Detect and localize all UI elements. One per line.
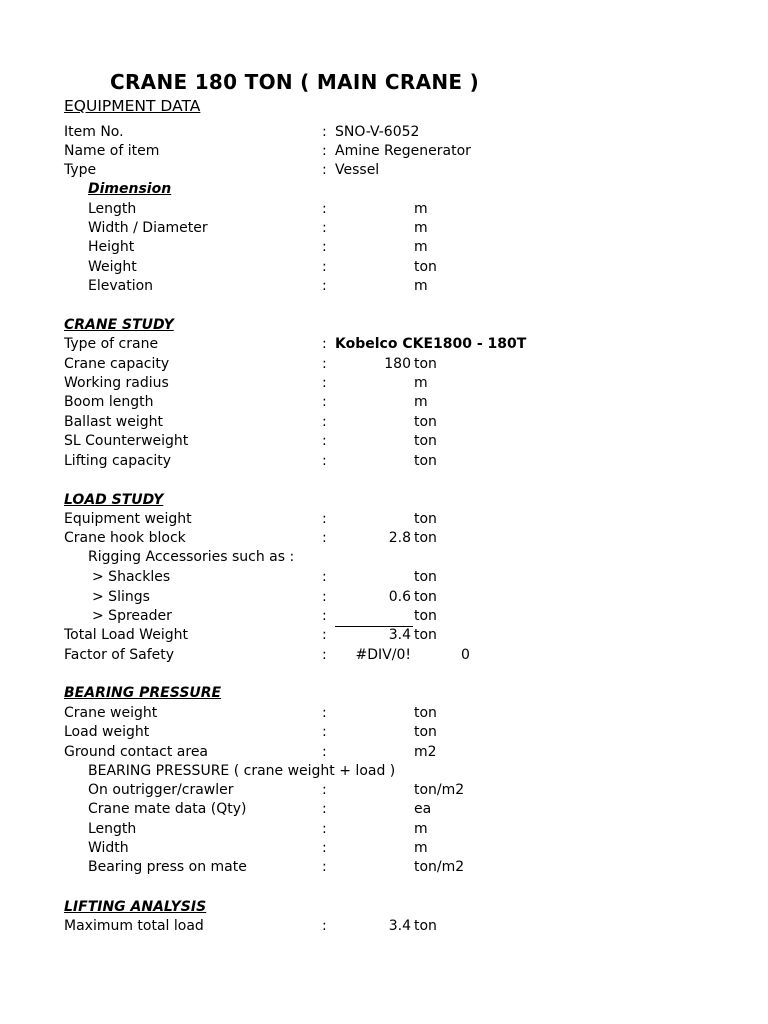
rigging-accessories-label: Rigging Accessories such as :: [88, 549, 295, 565]
crane-weight-row: [0, 704, 768, 723]
height-label: Height: [88, 239, 135, 255]
document-title: CRANE 180 TON ( MAIN CRANE ): [110, 70, 480, 94]
spreader-label: > Spreader: [92, 608, 172, 624]
load-weight-unit: ton: [414, 724, 437, 740]
shackles-row: [0, 568, 768, 587]
weight-row: [0, 258, 768, 277]
colon: :: [322, 705, 327, 721]
lifting-analysis-heading: LIFTING ANALYSIS: [64, 899, 207, 915]
colon: :: [322, 124, 327, 140]
ballast-weight-unit: ton: [414, 414, 437, 430]
name-of-item-row: [0, 142, 768, 161]
boom-length-row: [0, 393, 768, 412]
mate-length-row: [0, 820, 768, 839]
crane-hook-block-label: Crane hook block: [64, 530, 186, 546]
equipment-weight-label: Equipment weight: [64, 511, 192, 527]
slings-label: > Slings: [92, 589, 150, 605]
ground-contact-area-unit: m2: [414, 744, 437, 760]
colon: :: [322, 433, 327, 449]
colon: :: [322, 356, 327, 372]
crane-mate-qty-unit: ea: [414, 801, 432, 817]
item-no-label: Item No.: [64, 124, 124, 140]
width-row: [0, 219, 768, 238]
sl-counterweight-label: SL Counterweight: [64, 433, 189, 449]
crane-capacity-unit: ton: [414, 356, 437, 372]
bearing-pressure-heading: BEARING PRESSURE: [64, 685, 222, 701]
colon: :: [322, 336, 327, 352]
spreader-row: [0, 607, 768, 626]
sl-counterweight-unit: ton: [414, 433, 437, 449]
crane-hook-block-row: [0, 529, 768, 548]
colon: :: [322, 394, 327, 410]
colon: :: [322, 608, 327, 624]
bearing-subheading-row: [0, 762, 768, 781]
outrigger-label: On outrigger/crawler: [88, 782, 234, 798]
colon: :: [322, 569, 327, 585]
factor-of-safety-label: Factor of Safety: [64, 647, 175, 663]
colon: :: [322, 840, 327, 856]
length-row: [0, 200, 768, 219]
type-of-crane-row: [0, 335, 768, 354]
factor-of-safety-extra: 0: [461, 647, 470, 663]
colon: :: [322, 239, 327, 255]
weight-label: Weight: [88, 259, 137, 275]
crane-mate-qty-row: [0, 800, 768, 819]
boom-length-label: Boom length: [64, 394, 154, 410]
height-unit: m: [414, 239, 428, 255]
crane-hook-block-value: 2.8: [388, 530, 411, 546]
load-weight-row: [0, 723, 768, 742]
elevation-unit: m: [414, 278, 428, 294]
mate-width-label: Width: [88, 840, 129, 856]
mate-length-unit: m: [414, 821, 428, 837]
crane-mate-qty-label: Crane mate data (Qty): [88, 801, 247, 817]
outrigger-row: [0, 781, 768, 800]
bearing-subheading: BEARING PRESSURE ( crane weight + load ): [88, 763, 396, 779]
ballast-weight-label: Ballast weight: [64, 414, 163, 430]
factor-of-safety-row: [0, 646, 768, 665]
length-label: Length: [88, 201, 137, 217]
lifting-analysis-heading-row: [0, 898, 768, 917]
colon: :: [322, 511, 327, 527]
bearing-press-mate-row: [0, 858, 768, 877]
width-label: Width / Diameter: [88, 220, 208, 236]
colon: :: [322, 782, 327, 798]
colon: :: [322, 375, 327, 391]
item-no-value: SNO-V-6052: [335, 124, 420, 140]
width-unit: m: [414, 220, 428, 236]
mate-length-label: Length: [88, 821, 137, 837]
working-radius-unit: m: [414, 375, 428, 391]
type-row: [0, 161, 768, 180]
length-unit: m: [414, 201, 428, 217]
name-of-item-label: Name of item: [64, 143, 160, 159]
ballast-weight-row: [0, 413, 768, 432]
rigging-accessories-row: [0, 548, 768, 567]
lifting-capacity-label: Lifting capacity: [64, 453, 172, 469]
crane-capacity-row: [0, 355, 768, 374]
elevation-row: [0, 277, 768, 296]
colon: :: [322, 453, 327, 469]
crane-study-heading-row: [0, 316, 768, 335]
equipment-weight-unit: ton: [414, 511, 437, 527]
slings-row: [0, 588, 768, 607]
boom-length-unit: m: [414, 394, 428, 410]
ground-contact-area-label: Ground contact area: [64, 744, 209, 760]
colon: :: [322, 918, 327, 934]
load-study-heading-row: [0, 491, 768, 510]
bearing-pressure-heading-row: [0, 684, 768, 703]
crane-capacity-value: 180: [384, 356, 411, 372]
total-load-weight-unit: ton: [414, 627, 437, 643]
colon: :: [322, 201, 327, 217]
type-of-crane-label: Type of crane: [64, 336, 159, 352]
crane-study-heading: CRANE STUDY: [64, 317, 174, 333]
bearing-press-mate-unit: ton/m2: [414, 859, 465, 875]
lifting-capacity-unit: ton: [414, 453, 437, 469]
outrigger-unit: ton/m2: [414, 782, 465, 798]
type-label: Type: [64, 162, 97, 178]
working-radius-label: Working radius: [64, 375, 169, 391]
max-total-load-unit: ton: [414, 918, 437, 934]
height-row: [0, 238, 768, 257]
ground-contact-area-row: [0, 743, 768, 762]
colon: :: [322, 259, 327, 275]
crane-hook-block-unit: ton: [414, 530, 437, 546]
working-radius-row: [0, 374, 768, 393]
colon: :: [322, 278, 327, 294]
max-total-load-label: Maximum total load: [64, 918, 204, 934]
bearing-press-mate-label: Bearing press on mate: [88, 859, 247, 875]
colon: :: [322, 647, 327, 663]
weight-unit: ton: [414, 259, 437, 275]
max-total-load-row: [0, 917, 768, 936]
mate-width-row: [0, 839, 768, 858]
colon: :: [322, 801, 327, 817]
total-load-weight-label: Total Load Weight: [64, 627, 188, 643]
load-study-heading: LOAD STUDY: [64, 492, 164, 508]
load-weight-label: Load weight: [64, 724, 150, 740]
elevation-label: Elevation: [88, 278, 154, 294]
crane-weight-unit: ton: [414, 705, 437, 721]
shackles-unit: ton: [414, 569, 437, 585]
max-total-load-value: 3.4: [388, 918, 411, 934]
mate-width-unit: m: [414, 840, 428, 856]
colon: :: [322, 143, 327, 159]
sl-counterweight-row: [0, 432, 768, 451]
colon: :: [322, 414, 327, 430]
shackles-label: > Shackles: [92, 569, 171, 585]
equipment-data-heading: EQUIPMENT DATA: [64, 97, 201, 115]
crane-weight-label: Crane weight: [64, 705, 158, 721]
colon: :: [322, 627, 327, 643]
item-no-row: [0, 123, 768, 142]
colon: :: [322, 744, 327, 760]
total-load-weight-value: 3.4: [388, 627, 411, 643]
lifting-capacity-row: [0, 452, 768, 471]
type-of-crane-value: Kobelco CKE1800 - 180T: [335, 336, 527, 352]
crane-capacity-label: Crane capacity: [64, 356, 170, 372]
colon: :: [322, 220, 327, 236]
total-load-weight-row: [0, 626, 768, 645]
type-value: Vessel: [335, 162, 380, 178]
slings-value: 0.6: [388, 589, 411, 605]
dimension-heading-row: [0, 180, 768, 199]
colon: :: [322, 859, 327, 875]
colon: :: [322, 530, 327, 546]
factor-of-safety-value: #DIV/0!: [355, 647, 411, 663]
colon: :: [322, 724, 327, 740]
slings-unit: ton: [414, 589, 437, 605]
colon: :: [322, 162, 327, 178]
equipment-weight-row: [0, 510, 768, 529]
spreader-unit: ton: [414, 608, 437, 624]
dimension-heading: Dimension: [88, 181, 172, 197]
name-of-item-value: Amine Regenerator: [335, 143, 471, 159]
colon: :: [322, 589, 327, 605]
colon: :: [322, 821, 327, 837]
